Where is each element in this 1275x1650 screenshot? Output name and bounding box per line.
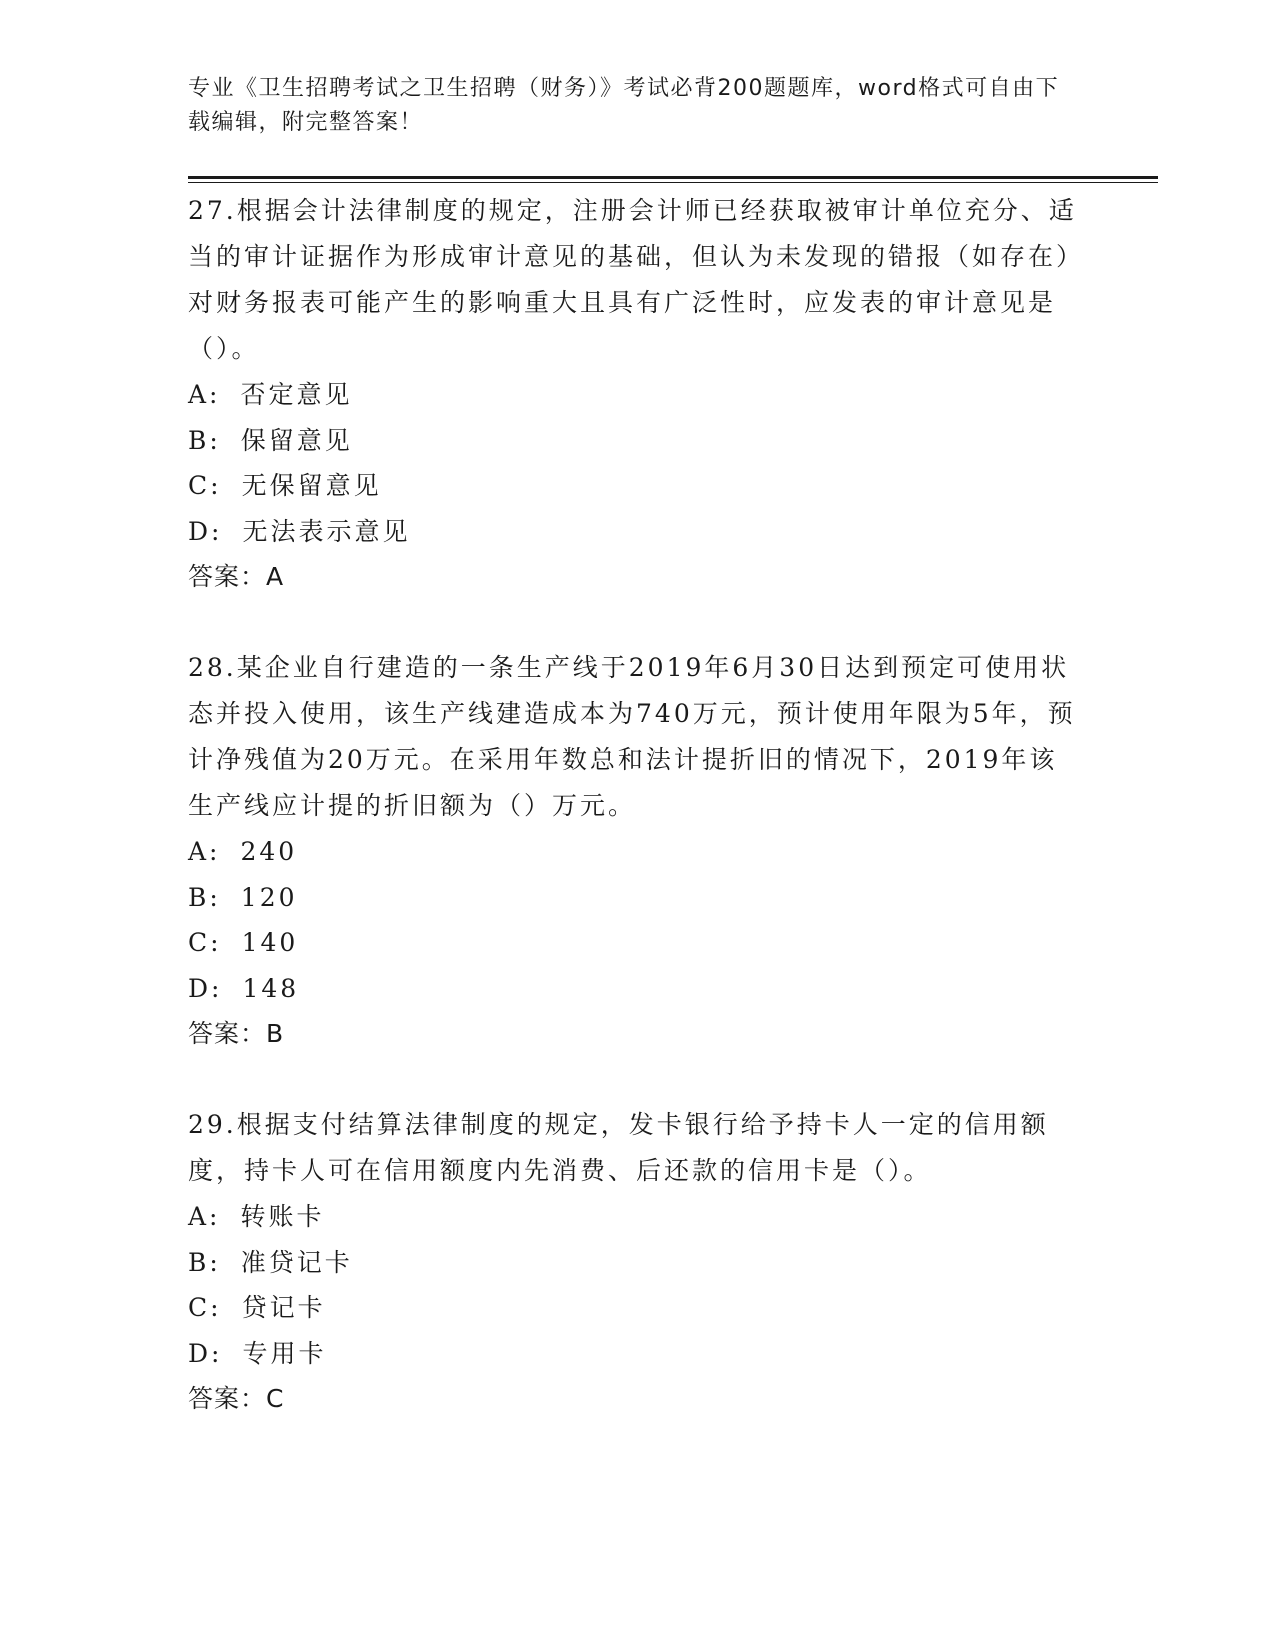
answer-value: C (266, 1384, 285, 1413)
answer-value: A (266, 562, 285, 591)
option-text: 专用卡 (242, 1338, 327, 1368)
option-d (188, 966, 1078, 1012)
question-body: 某企业自行建造的一条生产线于2019年6月30日达到预定可使用状态并投入使用，该生产线建造成本为740万元，预计使用年限为5年，预计净残值为20万元。在采用年数总和法计提折旧的情况下，2019年该生产线应计提的折旧额为（）万元。 (188, 653, 1076, 820)
question-number: 29. (188, 1110, 237, 1139)
option-key: B: (188, 425, 221, 455)
option-text: 贷记卡 (241, 1293, 326, 1322)
option-key: A: (188, 837, 221, 866)
document-header (188, 72, 1068, 140)
option-list (188, 1194, 1078, 1376)
option-key: B: (188, 1247, 221, 1277)
answer-line (188, 1011, 1078, 1056)
option-key: C: (188, 1293, 222, 1322)
option-list (188, 372, 1078, 554)
option-text: 准贷记卡 (240, 1247, 353, 1277)
option-text: 转账卡 (240, 1202, 325, 1231)
answer-label: 答案： (188, 1019, 267, 1048)
question-number: 27. (188, 196, 237, 225)
option-text: 无保留意见 (241, 471, 382, 500)
question-text (188, 1102, 1078, 1194)
option-key: D: (188, 516, 223, 546)
option-b (188, 1240, 1078, 1286)
option-c (188, 463, 1078, 509)
answer-label: 答案： (188, 562, 267, 591)
header-title: 专业《卫生招聘考试之卫生招聘（财务）》考试必背200题题库，word格式可自由下载编辑，附完整答案！ (188, 76, 1060, 135)
answer-value: B (266, 1019, 285, 1048)
question-body: 根据会计法律制度的规定，注册会计师已经获取被审计单位充分、适当的审计证据作为形成审计意见的基础，但认为未发现的错报（如存在）对财务报表可能产生的影响重大且具有广泛性时，应发表的审计意见是（）。 (188, 196, 1077, 363)
option-text: 148 (242, 973, 300, 1003)
option-list (188, 829, 1078, 1011)
question-text (188, 645, 1078, 829)
option-d (188, 509, 1078, 555)
header-divider-thin (188, 182, 1158, 183)
option-c (188, 920, 1078, 966)
question-number: 28. (188, 653, 237, 682)
option-b (188, 875, 1078, 921)
option-key: B: (188, 882, 221, 912)
answer-label: 答案： (188, 1384, 267, 1413)
question-text (188, 188, 1078, 372)
option-b (188, 418, 1078, 464)
header-divider-thick (188, 176, 1158, 179)
option-text: 否定意见 (240, 380, 353, 409)
option-text: 240 (240, 837, 298, 866)
option-a (188, 1194, 1078, 1240)
option-a (188, 372, 1078, 418)
answer-line (188, 1376, 1078, 1421)
question-29 (188, 1102, 1078, 1421)
option-key: D: (188, 1338, 223, 1368)
option-key: A: (188, 380, 221, 409)
question-body: 根据支付结算法律制度的规定，发卡银行给予持卡人一定的信用额度，持卡人可在信用额度内先消费、后还款的信用卡是（）。 (188, 1110, 1049, 1185)
option-text: 保留意见 (240, 425, 353, 455)
option-text: 120 (240, 882, 298, 912)
option-text: 140 (241, 928, 299, 957)
option-c (188, 1285, 1078, 1331)
option-key: D: (188, 973, 223, 1003)
option-key: C: (188, 928, 222, 957)
answer-line (188, 554, 1078, 599)
option-d (188, 1331, 1078, 1377)
option-key: C: (188, 471, 222, 500)
option-text: 无法表示意见 (242, 516, 411, 546)
option-key: A: (188, 1202, 221, 1231)
question-27 (188, 188, 1078, 599)
option-a (188, 829, 1078, 875)
question-28 (188, 645, 1078, 1056)
